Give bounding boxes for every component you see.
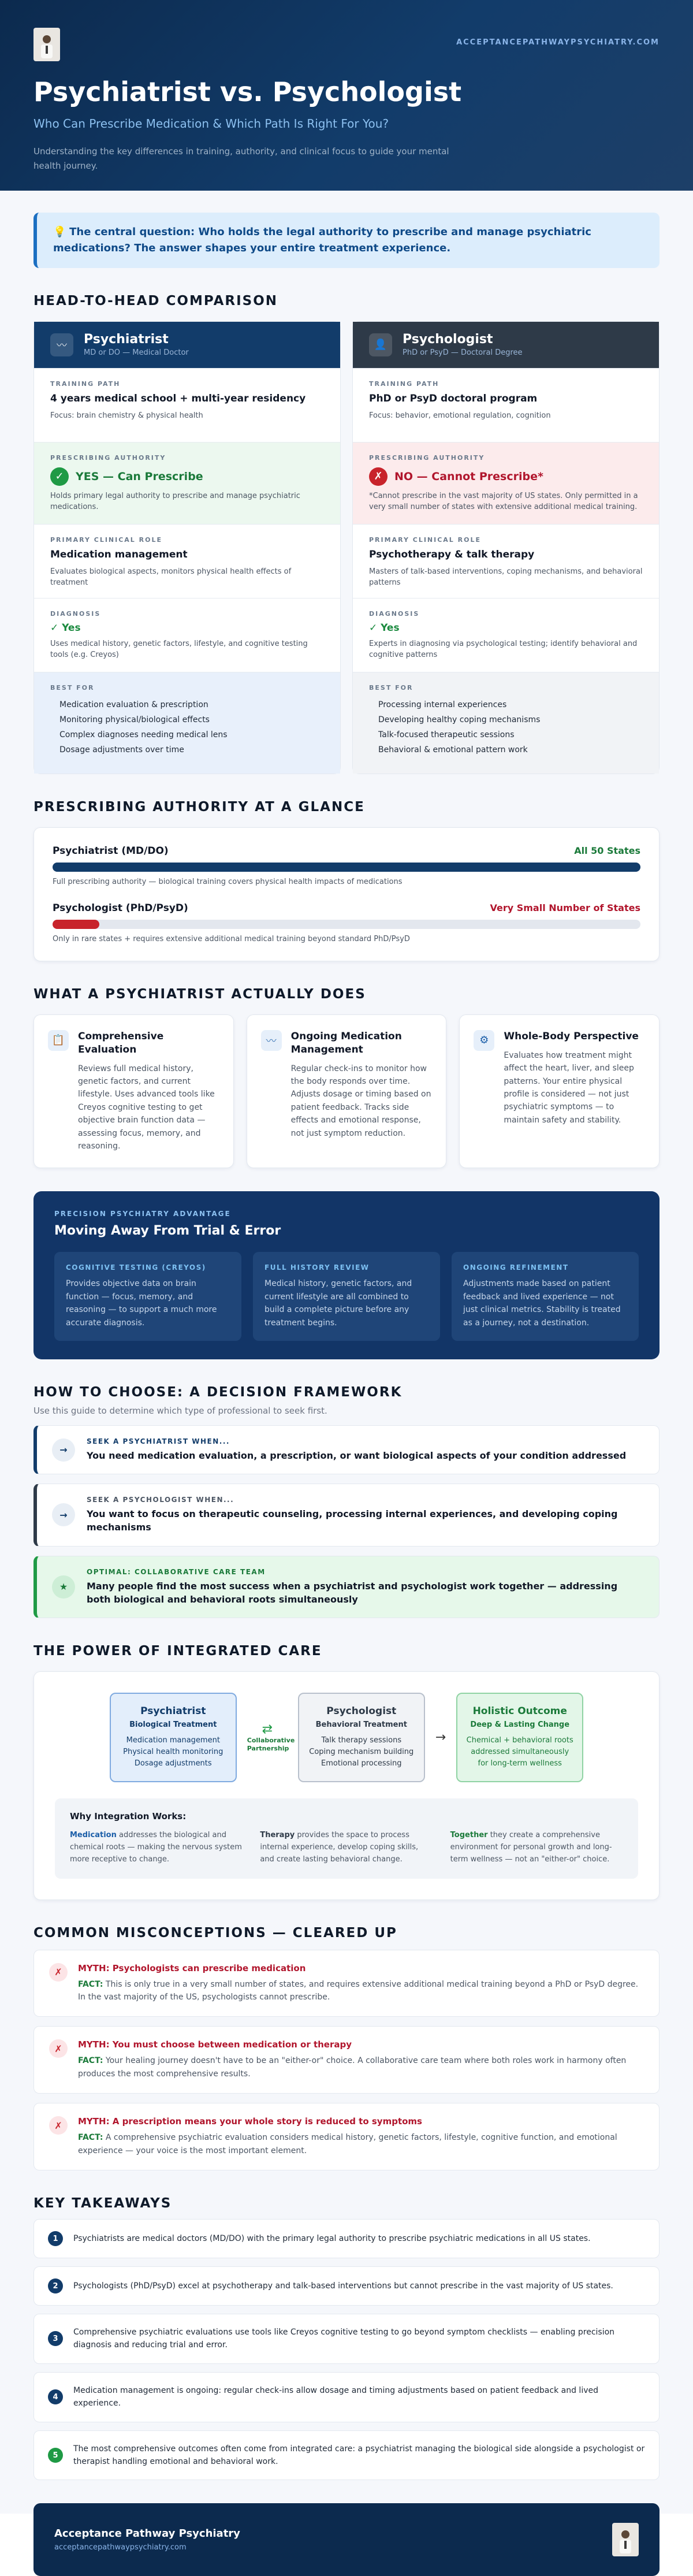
box-line: Emotional processing [321, 1759, 402, 1768]
feature-title: Whole-Body Perspective [504, 1030, 639, 1042]
psychiatrist-training [34, 368, 340, 442]
psychologist-authority [353, 442, 659, 524]
authority-label: PRESCRIBING AUTHORITY [50, 454, 166, 462]
box-title: Psychiatrist [140, 1705, 206, 1717]
swap-arrows-icon: ⇄ [262, 1722, 273, 1737]
list-item: Developing healthy coping mechanisms [378, 715, 541, 724]
psychologist-box [298, 1693, 425, 1782]
cross-icon: ✗ [49, 2116, 68, 2135]
authority-bar-fill [53, 863, 640, 872]
authority-card [33, 827, 660, 961]
decision-heading: HOW TO CHOOSE: A DECISION FRAMEWORK [33, 1384, 403, 1400]
box-role: Behavioral Treatment [315, 1720, 407, 1729]
callout-text: The central question: Who holds the legal authority to prescribe and manage psychiatric medications? The answer shapes your entire treatment experience. [53, 226, 591, 254]
authority-note: Only in rare states + requires extensive additional medical training beyond standard PhD/PsyD [53, 934, 410, 943]
actually-heading: WHAT A PSYCHIATRIST ACTUALLY DOES [33, 986, 366, 1002]
role-label: PRIMARY CLINICAL ROLE [50, 536, 162, 544]
box-line: Talk therapy sessions [321, 1735, 402, 1745]
decision-label: OPTIMAL: COLLABORATIVE CARE TEAM [87, 1567, 266, 1576]
decision-text: Many people find the most success when a psychiatrist and psychologist work together — addressing both biological and behavioral roots simultaneously [87, 1580, 618, 1605]
takeaway-number: 5 [48, 2448, 63, 2463]
box-line: Dosage adjustments [134, 1759, 212, 1768]
lightbulb-icon: 💡 [53, 226, 66, 238]
psychiatrist-box [110, 1693, 237, 1782]
training-title: 4 years medical school + multi-year residency [50, 392, 306, 404]
authority-value: All 50 States [574, 845, 640, 857]
star-icon: ★ [52, 1575, 75, 1599]
box-line: Chemical + behavioral roots addressed simultaneously [466, 1735, 573, 1757]
role-title: Psychotherapy & talk therapy [369, 548, 535, 560]
decision-item-psychiatrist [33, 1425, 660, 1474]
box-title: Psychologist [326, 1705, 397, 1717]
decision-label: SEEK A PSYCHIATRIST WHEN... [87, 1437, 230, 1445]
footer [33, 2503, 660, 2576]
why-key: Therapy [260, 1831, 295, 1840]
psychologist-column [352, 321, 660, 774]
precision-card [54, 1252, 241, 1341]
page-title: Psychiatrist vs. Psychologist [33, 76, 462, 107]
authority-no: NO — Cannot Prescribe* [394, 470, 543, 483]
box-role: Deep & Lasting Change [470, 1720, 570, 1729]
takeaway-text: Comprehensive psychiatric evaluations use tools like Creyos cognitive testing to go beyond symptom checklists — enabling precision diagnosis and reducing trial and error. [73, 2328, 615, 2350]
why-title: Why Integration Works: [70, 1811, 187, 1822]
box-line: Coping mechanism building [309, 1748, 414, 1757]
pulse-icon: 〰 [261, 1030, 282, 1051]
psychologist-degree: PhD or PsyD — Doctoral Degree [403, 348, 523, 358]
precision-card-label: ONGOING REFINEMENT [463, 1263, 569, 1272]
diagnosis-yes: ✓ Yes [50, 622, 81, 634]
takeaways-heading: KEY TAKEAWAYS [33, 2196, 172, 2211]
why-key: Medication [70, 1831, 117, 1840]
authority-bar [53, 920, 640, 929]
why-point [70, 1830, 243, 1865]
authority-row-psychologist [53, 902, 640, 943]
precision-panel [33, 1191, 660, 1359]
authority-value: Very Small Number of States [490, 902, 640, 914]
fact-text: A comprehensive psychiatric evaluation considers medical history, genetic factors, lifestyle, cognitive function, and emotional experience — your voice is the most important element. [78, 2133, 617, 2155]
why-text: they create a comprehensive environment for personal growth and long-term wellness — not an "either-or" choice. [450, 1831, 612, 1864]
list-item: Monitoring physical/biological effects [59, 715, 210, 724]
diagnosis-yes: ✓ Yes [369, 622, 400, 634]
box-role: Biological Treatment [129, 1720, 217, 1729]
precision-card-desc: Provides objective data on brain function — focus, memory, and reasoning — to support a much more accurate diagnosis. [66, 1279, 217, 1328]
precision-card [452, 1252, 639, 1341]
takeaway-text: Psychologists (PhD/PsyD) excel at psychotherapy and talk-based interventions but cannot prescribe in the vast majority of US states. [73, 2281, 613, 2291]
hero-header [0, 0, 693, 191]
psychologist-diagnosis [353, 598, 659, 672]
gear-icon: ⚙ [474, 1030, 494, 1051]
takeaway-text: Medication management is ongoing: regular check-ins allow dosage and timing adjustments based on patient feedback and lived experience. [73, 2385, 598, 2408]
authority-row-psychiatrist [53, 845, 640, 886]
decision-item-psychologist [33, 1484, 660, 1546]
myth-text: MYTH: A prescription means your whole story is reduced to symptoms [78, 2116, 422, 2127]
training-title: PhD or PsyD doctoral program [369, 392, 538, 404]
authority-yes: YES — Can Prescribe [76, 470, 203, 483]
why-integration [55, 1798, 638, 1878]
authority-name: Psychologist (PhD/PsyD) [53, 902, 188, 914]
footer-name: Acceptance Pathway Psychiatry [54, 2527, 240, 2540]
list-item: Medication evaluation & prescription [59, 700, 208, 709]
psychiatrist-column [33, 321, 341, 774]
logo [612, 2523, 639, 2556]
authority-bar-fill [53, 920, 99, 929]
fact-text: Your healing journey doesn't have to be an "either-or" choice. A collaborative care team where both roles work in harmony often produces the most comprehensive results. [78, 2056, 627, 2079]
integrated-heading: THE POWER OF INTEGRATED CARE [33, 1643, 322, 1659]
takeaway-number: 1 [48, 2231, 63, 2246]
decision-text: You want to focus on therapeutic counseling, processing internal experiences, and developing coping mechanisms [87, 1508, 618, 1533]
diagnosis-desc: Experts in diagnosing via psychological testing; identify behavioral and cognitive patterns [369, 639, 638, 660]
takeaway-item [33, 2266, 660, 2306]
role-title: Medication management [50, 548, 188, 560]
list-item: Dosage adjustments over time [59, 745, 184, 754]
integration-diagram [55, 1693, 638, 1782]
psychiatrist-diagnosis [34, 598, 340, 672]
best-for-label: BEST FOR [50, 683, 95, 692]
psychologist-title: Psychologist [403, 332, 493, 347]
diagnosis-label: DIAGNOSIS [50, 609, 101, 618]
person-icon: 👤 [369, 333, 392, 356]
psychiatrist-title: Psychiatrist [84, 332, 169, 347]
feature-title: Comprehensive Evaluation [78, 1030, 164, 1055]
psychologist-header [353, 322, 659, 368]
why-point [260, 1830, 433, 1865]
diagnosis-label: DIAGNOSIS [369, 609, 420, 618]
why-text: addresses the biological and chemical roots — making the nervous system more receptive to change. [70, 1831, 242, 1864]
takeaway-number: 2 [48, 2278, 63, 2294]
list-item: Behavioral & emotional pattern work [378, 745, 528, 754]
authority-name: Psychiatrist (MD/DO) [53, 845, 169, 857]
outcome-box [456, 1693, 583, 1782]
myth-text: MYTH: Psychologists can prescribe medication [78, 1962, 306, 1973]
fact-text: This is only true in a very small number of states, and requires extensive additional medical training beyond a PhD or PsyD degree. In the vast majority of the US, psychologists cannot prescribe. [78, 1979, 639, 2002]
myths-heading: COMMON MISCONCEPTIONS — CLEARED UP [33, 1925, 397, 1941]
feature-desc: Regular check-ins to monitor how the body responds over time. Adjusts dosage or timing based on patient feedback. Tracks side effects and emotional response, not just symptom reduction. [290, 1064, 431, 1138]
psychiatrist-role [34, 524, 340, 598]
takeaway-item [33, 2314, 660, 2364]
training-desc: Focus: behavior, emotional regulation, cognition [369, 411, 551, 420]
box-title: Holistic Outcome [472, 1705, 567, 1717]
feature-desc: Evaluates how treatment might affect the heart, liver, and sleep patterns. Your entire physical profile is considered — not just psychiatric symptoms — to maintain safety and stability. [504, 1050, 634, 1125]
collaboration-label: Collaborative Partnership [247, 1736, 295, 1753]
why-key: Together [450, 1831, 488, 1840]
central-question-callout [33, 213, 660, 268]
feature-title: Ongoing Medication Management [290, 1030, 402, 1055]
training-label: TRAINING PATH [369, 380, 439, 388]
takeaway-item [33, 2219, 660, 2258]
diagnosis-desc: Uses medical history, genetic factors, lifestyle, and cognitive testing tools (e.g. Creyos) [50, 639, 308, 660]
takeaway-number: 4 [48, 2389, 63, 2404]
logo [33, 28, 60, 61]
collaboration-link [247, 1722, 295, 1753]
myth-item [33, 1950, 660, 2017]
precision-card [253, 1252, 440, 1341]
list-item: Complex diagnoses needing medical lens [59, 730, 228, 739]
feature-desc: Reviews full medical history, genetic factors, and current lifestyle. Uses advanced tools like Creyos cognitive testing to get objective brain function data — assessing focus, memory, and reasoning. [78, 1064, 215, 1151]
precision-card-label: COGNITIVE TESTING (CREYOS) [66, 1263, 206, 1272]
arrow-right-icon: → [52, 1438, 75, 1462]
precision-card-desc: Adjustments made based on patient feedback and lived experience — not just clinical metrics. Stability is treated as a journey, not a destination. [463, 1279, 621, 1328]
list-item: Processing internal experiences [378, 700, 507, 709]
myth-item [33, 2026, 660, 2094]
footer-url[interactable]: acceptancepathwaypsychiatry.com [54, 2543, 187, 2552]
psychiatrist-best-for [34, 672, 340, 774]
comparison-heading: HEAD-TO-HEAD COMPARISON [33, 293, 278, 308]
actually-cards [33, 1014, 660, 1169]
comparison-grid [33, 321, 660, 774]
cross-icon: ✗ [49, 2039, 68, 2058]
fact-label: FACT: [78, 2133, 103, 2143]
clipboard-icon: 📋 [48, 1030, 69, 1051]
authority-label: PRESCRIBING AUTHORITY [369, 454, 485, 462]
best-for-label: BEST FOR [369, 683, 413, 692]
decision-label: SEEK A PSYCHOLOGIST WHEN... [87, 1496, 234, 1504]
why-text: provides the space to process internal experience, develop coping skills, and create lasting behavioral change. [260, 1831, 419, 1864]
training-label: TRAINING PATH [50, 380, 121, 388]
check-icon: ✓ [50, 467, 69, 486]
psychiatrist-degree: MD or DO — Medical Doctor [84, 348, 189, 358]
page-description: Understanding the key differences in training, authority, and clinical focus to guide your mental health journey. [33, 146, 449, 171]
psychologist-training [353, 368, 659, 442]
role-label: PRIMARY CLINICAL ROLE [369, 536, 481, 544]
authority-desc: *Cannot prescribe in the vast majority of US states. Only permitted in a very small number of states with extensive additional medical training. [369, 491, 638, 512]
role-desc: Evaluates biological aspects, monitors physical health effects of treatment [50, 567, 292, 588]
page-subtitle: Who Can Prescribe Medication & Which Path Is Right For You? [33, 117, 389, 131]
decision-intro: Use this guide to determine which type of professional to seek first. [33, 1405, 327, 1416]
box-line: for long-term wellness [478, 1759, 562, 1768]
psychiatrist-authority [34, 442, 340, 524]
precision-card-label: FULL HISTORY REVIEW [264, 1263, 370, 1272]
authority-bar [53, 863, 640, 872]
decision-item-collaborative [33, 1556, 660, 1618]
authority-desc: Holds primary legal authority to prescribe and manage psychiatric medications. [50, 491, 300, 512]
list-item: Talk-focused therapeutic sessions [378, 730, 515, 739]
psychologist-best-for [353, 672, 659, 774]
authority-heading: PRESCRIBING AUTHORITY AT A GLANCE [33, 799, 365, 815]
takeaway-text: Psychiatrists are medical doctors (MD/DO) with the primary legal authority to prescribe psychiatric medications in all US states. [73, 2233, 591, 2243]
cross-icon: ✗ [49, 1963, 68, 1982]
cross-icon: ✗ [369, 467, 388, 486]
precision-title: Moving Away From Trial & Error [54, 1224, 281, 1239]
myth-item [33, 2103, 660, 2170]
why-point [450, 1830, 623, 1865]
feature-card [459, 1014, 660, 1169]
integrated-care-card [33, 1671, 660, 1900]
box-line: Medication management [126, 1735, 220, 1745]
decision-text: You need medication evaluation, a prescription, or want biological aspects of your condition addressed [87, 1449, 627, 1461]
role-desc: Masters of talk-based interventions, coping mechanisms, and behavioral patterns [369, 567, 643, 588]
precision-card-desc: Medical history, genetic factors, and current lifestyle are all combined to build a complete picture before any treatment begins. [264, 1279, 412, 1328]
takeaway-text: The most comprehensive outcomes often come from integrated care: a psychiatrist managing the biological side alongside a psychologist or therapist handling emotional and behavioral work. [73, 2444, 645, 2466]
arrow-right-icon: → [435, 1730, 446, 1745]
feature-card [33, 1014, 234, 1169]
takeaway-item [33, 2430, 660, 2481]
feature-card [247, 1014, 447, 1169]
fact-label: FACT: [78, 1979, 103, 1989]
training-desc: Focus: brain chemistry & physical health [50, 411, 203, 420]
psychiatrist-header [34, 322, 340, 368]
box-line: Physical health monitoring [123, 1748, 223, 1757]
arrow-right-icon: → [52, 1503, 75, 1526]
authority-note: Full prescribing authority — biological training covers physical health impacts of medications [53, 877, 403, 886]
precision-label: PRECISION PSYCHIATRY ADVANTAGE [54, 1210, 231, 1218]
site-url[interactable]: ACCEPTANCEPATHWAYPSYCHIATRY.COM [456, 38, 660, 47]
takeaway-number: 3 [48, 2331, 63, 2346]
takeaway-item [33, 2372, 660, 2422]
psychologist-role [353, 524, 659, 598]
fact-label: FACT: [78, 2056, 103, 2066]
myth-text: MYTH: You must choose between medication or therapy [78, 2039, 352, 2050]
pulse-icon: 〰 [50, 333, 73, 356]
